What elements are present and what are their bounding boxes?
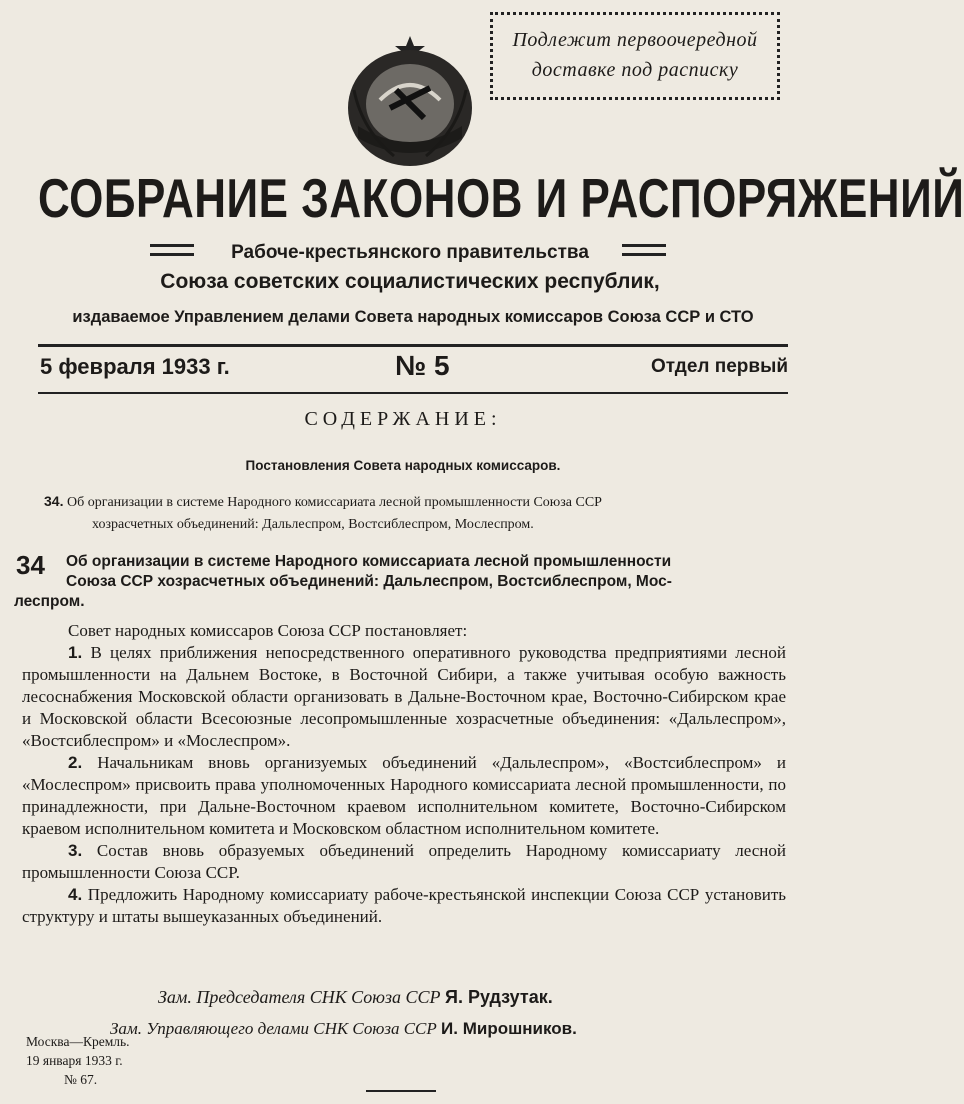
article-paragraph-1 [22, 642, 786, 752]
paragraph-4-text: Предложить Народному комиссариату рабоче-крестьянской инспекции Союза ССР установить структуру и штаты вышеуказанных объединений. [22, 885, 786, 926]
paragraph-4-number: 4. [68, 885, 83, 904]
paragraph-1-text: В целях приближения непосредственного оперативного руководства предприятиями лесной промышленности на Дальнем Востоке, в Восточной Сибири, а также учитывая особую важность лесоснабжения Московской области организовать в Дальне-Восточном крае, Восточно-Сибирском крае и Московской области Всесоюзные лесопромышленные хозрасчетные объединения: «Дальлеспром», «Востсиблеспром» и «Мослеспром». [22, 643, 787, 750]
article-paragraph-4 [22, 884, 786, 928]
paragraph-3-number: 3. [68, 841, 83, 860]
place-and-date [26, 1032, 130, 1089]
delivery-stamp [490, 12, 780, 100]
paragraph-3-text: Состав вновь образуемых объединений определить Народному комиссариату лесной промышленности Союза ССР. [22, 841, 787, 882]
end-rule [366, 1090, 436, 1092]
contents-item-line-2: хозрасчетных объединений: Дальлеспром, Востсиблеспром, Мослеспром. [92, 517, 534, 532]
issue-row [40, 350, 788, 386]
signature-2-title: Зам. Управляющего делами СНК Союза ССР [110, 1019, 437, 1038]
paragraph-2-number: 2. [68, 753, 83, 772]
article-title-line-1: Об организации в системе Народного комиссариата лесной промышленности [66, 553, 672, 570]
stamp-line-1: Подлежит первоочередной [512, 29, 758, 51]
article-title-line-2: Союза ССР хозрасчетных объединений: Дальлеспром, Востсиблеспром, Мос- [66, 573, 672, 590]
paragraph-2-text: Начальникам вновь организуемых объединений «Дальлеспром», «Востсиблеспром» и «Мослеспром» присвоить права уполномоченных Народного комиссариата лесной промышленности, по принадлежности, при Дальне-Восточном краевом исполнительном комитете, Восточно-Сибирском краевом исполнительном комитета и Московском областном исполнительном комитете. [22, 753, 787, 838]
header-rule-bottom [38, 392, 788, 394]
article-body [22, 620, 786, 928]
article-lead: Совет народных комиссаров Союза ССР постановляет: [68, 621, 468, 640]
signature-1-name: Я. Рудзутак. [445, 987, 553, 1007]
signature-2 [110, 1019, 577, 1039]
signature-1 [158, 987, 553, 1008]
contents-item-line-1: Об организации в системе Народного комиссариата лесной промышленности Союза ССР [66, 495, 602, 510]
issue-section: Отдел первый [650, 356, 788, 377]
contents-item [44, 490, 794, 536]
place-city: Москва—Кремль. [26, 1034, 130, 1049]
place-date: 19 января 1933 г. [26, 1053, 123, 1068]
contents-item-number: 34. [44, 493, 64, 509]
publisher-line: издаваемое Управлением делами Совета народных комиссаров Союза ССР и СТО [72, 308, 754, 326]
contents-subheading: Постановления Совета народных комиссаров. [245, 458, 561, 473]
stamp-line-2: доставке под расписку [531, 59, 739, 81]
article-paragraph-3 [22, 840, 786, 884]
paragraph-1-number: 1. [68, 643, 83, 662]
header-rule-top [38, 344, 788, 347]
article-title-line-3: леспром. [14, 593, 85, 610]
issue-date: 5 февраля 1933 г. [40, 354, 230, 379]
subtitle-union: Союза советских социалистических республик, [160, 270, 660, 293]
decorative-rule-right [622, 244, 666, 256]
page-title: СОБРАНИЕ ЗАКОНОВ И РАСПОРЯЖЕНИЙ [38, 168, 964, 230]
article-paragraph-2 [22, 752, 786, 840]
place-number: № 67. [64, 1072, 98, 1087]
state-emblem-icon [340, 30, 480, 170]
subtitle-government: Рабоче-крестьянского правительства [231, 242, 589, 263]
article-number: 34 [16, 550, 45, 580]
contents-heading: СОДЕРЖАНИЕ: [304, 408, 502, 430]
issue-number: № 5 [395, 350, 450, 381]
signature-2-name: И. Мирошников. [441, 1019, 577, 1038]
signature-1-title: Зам. Председателя СНК Союза ССР [158, 987, 441, 1007]
